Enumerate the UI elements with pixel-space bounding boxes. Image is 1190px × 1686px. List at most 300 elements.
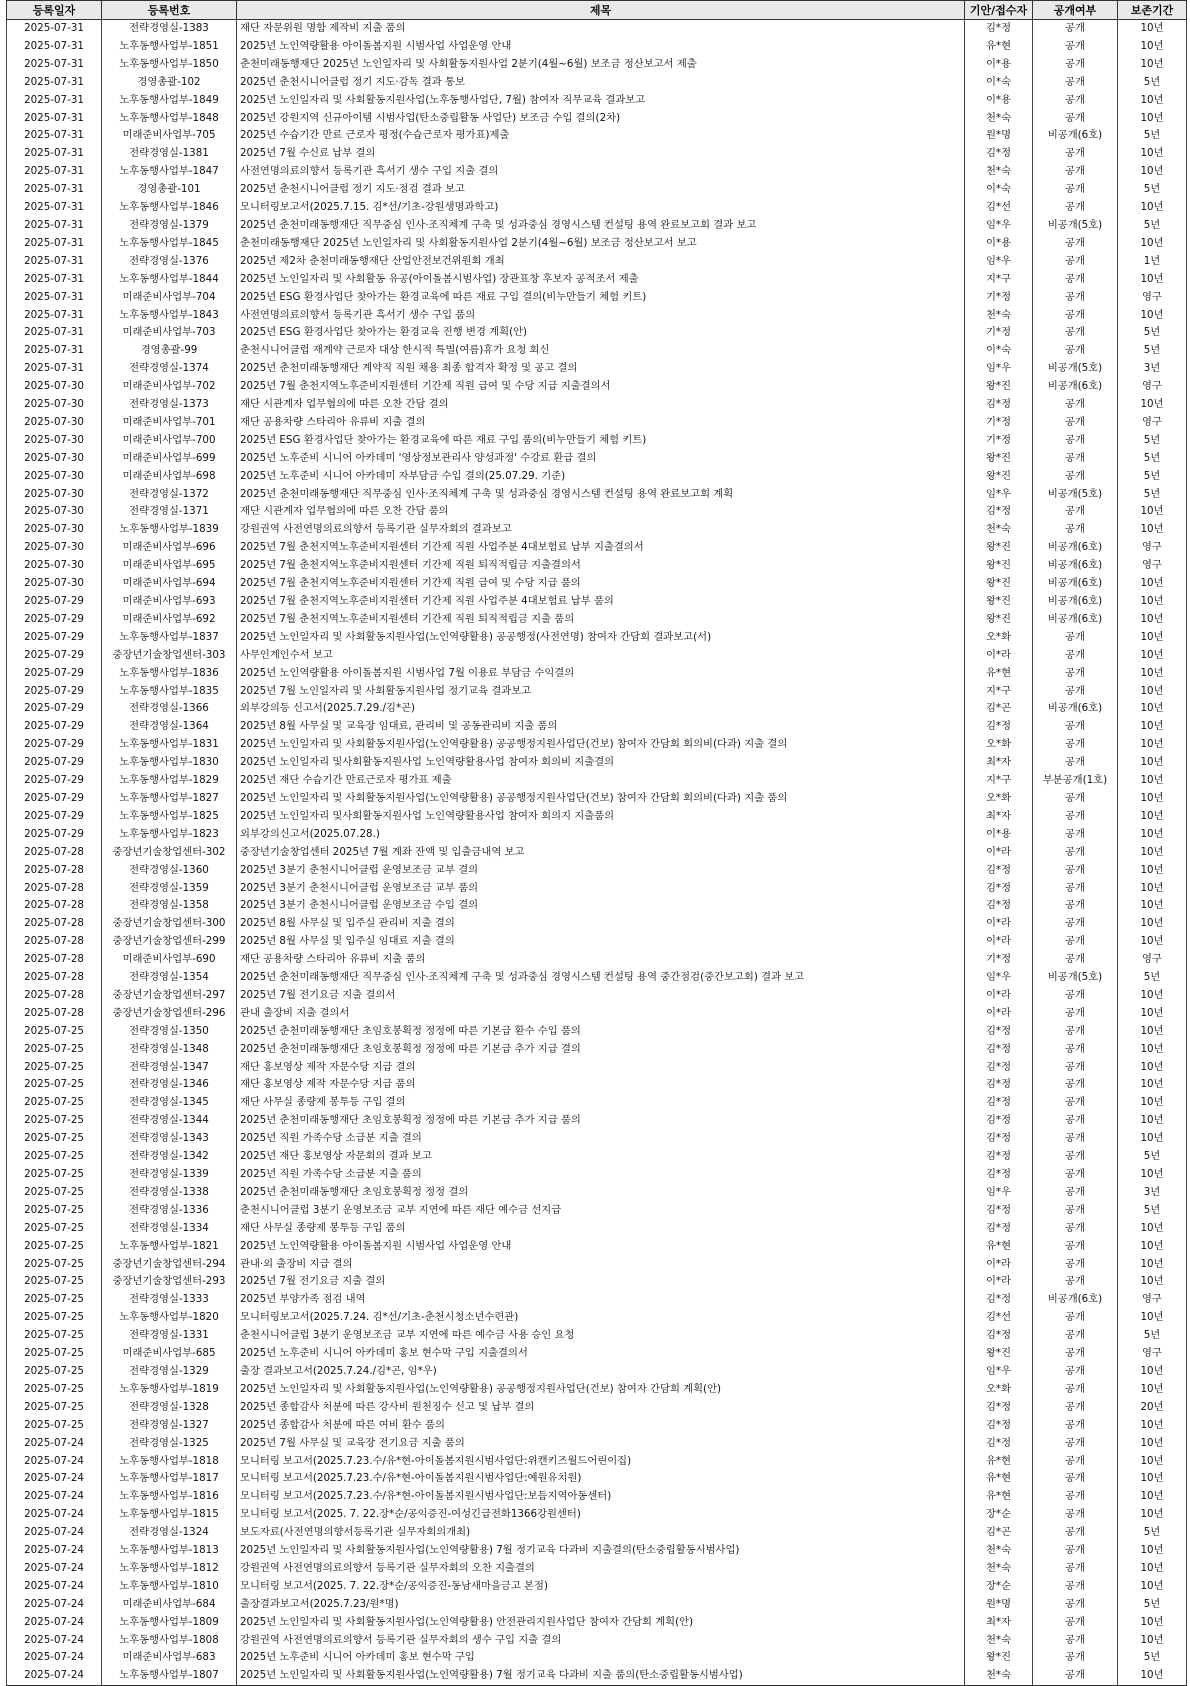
cell-author: 장*순 <box>965 1506 1033 1524</box>
cell-title[interactable]: 재단 사무실 종량제 봉투등 구입 결의 <box>237 1094 965 1112</box>
cell-title[interactable]: 2025년 춘천미래동행재단 직무중심 인사·조직체계 구축 및 성과중심 경영시스템 컨설팅 용역 중간점검(중간보고회) 결과 보고 <box>237 969 965 987</box>
table-row[interactable] <box>7 951 1187 969</box>
table-row[interactable] <box>7 360 1187 378</box>
table-row[interactable] <box>7 1309 1187 1327</box>
cell-reg-no: 중장년기술창업센터-299 <box>102 933 237 951</box>
cell-reg-no: 노후동행사업부-1847 <box>102 163 237 181</box>
table-row[interactable] <box>7 1327 1187 1345</box>
cell-title[interactable]: 2025년 노인일자리 및 사회활동지원사업(노인역량활용) 공공행정(사전연명) 참여자 간담회 결과보고(서) <box>237 629 965 647</box>
cell-retention: 10년 <box>1118 736 1187 754</box>
table-row[interactable] <box>7 844 1187 862</box>
cell-title[interactable]: 모니터링 보고서(2025. 7. 22.장*순/공익증진-여성긴급전화1366강원센터) <box>237 1506 965 1524</box>
table-row[interactable] <box>7 611 1187 629</box>
cell-retention: 10년 <box>1118 1381 1187 1399</box>
cell-title[interactable]: 모니터링 보고서(2025.7.23.수/유*현-아이돌봄지원시범사업단:보듬지역아동센터) <box>237 1488 965 1506</box>
cell-retention: 10년 <box>1118 1112 1187 1130</box>
cell-disclosure: 공개 <box>1033 1112 1118 1130</box>
cell-retention: 10년 <box>1118 1542 1187 1560</box>
table-row[interactable] <box>7 1542 1187 1560</box>
cell-disclosure: 공개 <box>1033 253 1118 271</box>
cell-title[interactable]: 춘천미래동행재단 2025년 노인일자리 및 사회활동지원사업 2분기(4월~6월) 보조금 정산보고서 보고 <box>237 235 965 253</box>
table-row[interactable] <box>7 324 1187 342</box>
table-row[interactable] <box>7 235 1187 253</box>
cell-disclosure: 공개 <box>1033 1076 1118 1094</box>
table-row[interactable] <box>7 1667 1187 1685</box>
cell-title[interactable]: 2025년 7월 춘천지역노후준비지원센터 기간제 직원 사업주분 4대보험료 납부 지출결의서 <box>237 539 965 557</box>
cell-disclosure: 공개 <box>1033 20 1118 38</box>
cell-title[interactable]: 춘천시니어클럽 재계약 근로자 대상 한시적 특별(여름)휴가 요청 회신 <box>237 342 965 360</box>
cell-retention: 10년 <box>1118 665 1187 683</box>
table-row[interactable] <box>7 575 1187 593</box>
cell-reg-no: 미래준비사업부-683 <box>102 1649 237 1667</box>
cell-date: 2025-07-28 <box>7 897 102 915</box>
table-row[interactable] <box>7 1023 1187 1041</box>
cell-title[interactable]: 2025년 노후준비 시니어 아카데미 홍보 현수막 구입 지출결의서 <box>237 1345 965 1363</box>
table-row[interactable] <box>7 1399 1187 1417</box>
cell-retention: 10년 <box>1118 1273 1187 1291</box>
cell-disclosure: 공개 <box>1033 647 1118 665</box>
cell-date: 2025-07-24 <box>7 1596 102 1614</box>
table-row[interactable] <box>7 736 1187 754</box>
table-row[interactable] <box>7 289 1187 307</box>
cell-reg-no: 미래준비사업부-690 <box>102 951 237 969</box>
table-row[interactable] <box>7 790 1187 808</box>
cell-title[interactable]: 2025년 노인일자리 및 사회활동지원사업(노인역량활용) 공공행정지원사업단(건보) 참여자 간담회 회의비(다과) 지출 결의 <box>237 736 965 754</box>
table-row[interactable] <box>7 342 1187 360</box>
cell-reg-no: 전략경영실-1350 <box>102 1023 237 1041</box>
table-row[interactable] <box>7 307 1187 325</box>
cell-title[interactable]: 2025년 노인일자리 및 사회활동지원사업(노후동행사업단, 7월) 참여자 직무교육 결과보고 <box>237 92 965 110</box>
table-row[interactable] <box>7 1005 1187 1023</box>
cell-title[interactable]: 2025년 강원지역 신규아이템 시범사업(탄소중립활동 사업단) 보조금 수입 결의(2차) <box>237 110 965 128</box>
table-row[interactable] <box>7 862 1187 880</box>
cell-reg-no: 전략경영실-1338 <box>102 1184 237 1202</box>
cell-author: 이*라 <box>965 1273 1033 1291</box>
table-row[interactable] <box>7 1560 1187 1578</box>
table-row[interactable] <box>7 933 1187 951</box>
cell-retention: 10년 <box>1118 772 1187 790</box>
cell-disclosure: 비공개(6호) <box>1033 575 1118 593</box>
table-row[interactable] <box>7 718 1187 736</box>
cell-title[interactable]: 재단 홍보영상 제작 자문수당 지급 품의 <box>237 1076 965 1094</box>
cell-title[interactable]: 2025년 춘천미래동행재단 초임호봉획정 정정에 따른 기본급 추가 지급 품의 <box>237 1112 965 1130</box>
cell-date: 2025-07-25 <box>7 1291 102 1309</box>
table-row[interactable] <box>7 450 1187 468</box>
cell-title[interactable]: 2025년 춘천미래동행재단 직무중심 인사·조직체계 구축 및 성과중심 경영시스템 컨설팅 용역 완료보고회 계획 <box>237 486 965 504</box>
cell-title[interactable]: 2025년 노인역량활용 아이돌봄지원 시범사업 사업운영 안내 <box>237 38 965 56</box>
table-row[interactable] <box>7 414 1187 432</box>
cell-title[interactable]: 춘천시니어클럽 3분기 운영보조금 교부 지연에 따른 재단 예수금 선지급 <box>237 1202 965 1220</box>
cell-title[interactable]: 2025년 8월 사무실 및 입주실 관리비 지출 결의 <box>237 915 965 933</box>
cell-title[interactable]: 중장년기술창업센터 2025년 7월 계좌 잔액 및 입출금내역 보고 <box>237 844 965 862</box>
cell-title[interactable]: 외부강의등 신고서(2025.7.29./김*곤) <box>237 700 965 718</box>
cell-retention: 5년 <box>1118 127 1187 145</box>
cell-author: 최*자 <box>965 754 1033 772</box>
cell-title[interactable]: 2025년 노인일자리 및 사회활동지원사업(노인역량활용) 7월 정기교육 다과비 지출결의(탄소중립활동시범사업) <box>237 1542 965 1560</box>
table-row[interactable] <box>7 1166 1187 1184</box>
table-row[interactable] <box>7 378 1187 396</box>
table-row[interactable] <box>7 1112 1187 1130</box>
cell-date: 2025-07-29 <box>7 790 102 808</box>
cell-title[interactable]: 모니터링보고서(2025.7.15. 김*선/기초-강원생명과학고) <box>237 199 965 217</box>
cell-date: 2025-07-24 <box>7 1667 102 1685</box>
cell-disclosure: 공개 <box>1033 683 1118 701</box>
cell-title[interactable]: 출장결과보고서(2025.7.23/원*명) <box>237 1596 965 1614</box>
table-row[interactable] <box>7 38 1187 56</box>
cell-author: 최*자 <box>965 808 1033 826</box>
table-row[interactable] <box>7 1649 1187 1667</box>
table-row[interactable] <box>7 1417 1187 1435</box>
cell-date: 2025-07-25 <box>7 1184 102 1202</box>
cell-title[interactable]: 재단 홍보영상 제작 자문수당 지급 결의 <box>237 1059 965 1077</box>
cell-title[interactable]: 재단 시관계자 업무협의에 따른 오찬 간담 품의 <box>237 503 965 521</box>
table-row[interactable] <box>7 808 1187 826</box>
cell-title[interactable]: 춘천시니어클럽 3분기 운영보조금 교부 지연에 따른 예수금 사용 승인 요청 <box>237 1327 965 1345</box>
cell-title[interactable]: 2025년 ESG 환경사업단 찾아가는 환경교육에 따른 재료 구입 품의(비누만들기 체험 키트) <box>237 432 965 450</box>
table-row[interactable] <box>7 1076 1187 1094</box>
cell-title[interactable]: 2025년 노인일자리 및 사회활동지원사업(노인역량활용) 7월 정기교육 다과비 지출 품의(탄소중립활동시범사업) <box>237 1667 965 1685</box>
table-row[interactable] <box>7 1256 1187 1274</box>
cell-title[interactable]: 외부강의신고서(2025.07.28.) <box>237 826 965 844</box>
cell-retention: 5년 <box>1118 450 1187 468</box>
cell-retention: 1년 <box>1118 253 1187 271</box>
table-row[interactable] <box>7 1184 1187 1202</box>
cell-title[interactable]: 관내·외 출장비 지급 결의 <box>237 1256 965 1274</box>
table-row[interactable] <box>7 1363 1187 1381</box>
cell-title[interactable]: 재단 자문위원 명함 제작비 지출 품의 <box>237 20 965 38</box>
table-row[interactable] <box>7 880 1187 898</box>
cell-title[interactable]: 2025년 7월 전기요금 지출 결의서 <box>237 987 965 1005</box>
cell-retention: 10년 <box>1118 503 1187 521</box>
cell-date: 2025-07-30 <box>7 521 102 539</box>
cell-title[interactable]: 2025년 노후준비 시니어 아카데미 홍보 현수막 구입 <box>237 1649 965 1667</box>
cell-title[interactable]: 2025년 7월 수신료 납부 결의 <box>237 145 965 163</box>
table-row[interactable] <box>7 1381 1187 1399</box>
cell-title[interactable]: 재단 시관계자 업무협의에 따른 오찬 간담 결의 <box>237 396 965 414</box>
cell-retention: 10년 <box>1118 307 1187 325</box>
header-retention: 보존기간 <box>1118 1 1187 20</box>
table-row[interactable] <box>7 217 1187 235</box>
cell-title[interactable]: 2025년 7월 춘천지역노후준비지원센터 기간제 직원 급여 및 수당 지급 품의 <box>237 575 965 593</box>
cell-retention: 10년 <box>1118 1059 1187 1077</box>
cell-title[interactable]: 2025년 춘천미래동행재단 직무중심 인사·조직체계 구축 및 성과중심 경영시스템 컨설팅 용역 완료보고회 결과 보고 <box>237 217 965 235</box>
table-row[interactable] <box>7 557 1187 575</box>
cell-title[interactable]: 2025년 7월 춘천지역노후준비지원센터 기간제 직원 사업주분 4대보험료 납부 품의 <box>237 593 965 611</box>
cell-title[interactable]: 재단 공용차량 스타리아 유류비 지출 품의 <box>237 951 965 969</box>
cell-disclosure: 공개 <box>1033 1632 1118 1650</box>
cell-title[interactable]: 2025년 춘천미래동행재단 계약직 직원 채용 최종 합격자 확정 및 공고 결의 <box>237 360 965 378</box>
cell-title[interactable]: 2025년 3분기 춘천시니어클럽 운영보조금 교부 결의 <box>237 862 965 880</box>
cell-title[interactable]: 2025년 ESG 환경사업단 찾아가는 환경교육에 따른 재료 구입 결의(비누만들기 체험 키트) <box>237 289 965 307</box>
cell-retention: 10년 <box>1118 145 1187 163</box>
table-row[interactable] <box>7 700 1187 718</box>
header-title: 제목 <box>237 1 965 20</box>
cell-disclosure: 공개 <box>1033 1059 1118 1077</box>
cell-reg-no: 전략경영실-1383 <box>102 20 237 38</box>
table-row[interactable] <box>7 486 1187 504</box>
table-row[interactable] <box>7 1470 1187 1488</box>
cell-title[interactable]: 2025년 춘천미래동행재단 초임호봉획정 정정 결의 <box>237 1184 965 1202</box>
cell-reg-no: 중장년기술창업센터-300 <box>102 915 237 933</box>
cell-disclosure: 공개 <box>1033 1273 1118 1291</box>
table-row[interactable] <box>7 1148 1187 1166</box>
cell-title[interactable]: 춘천미래동행재단 2025년 노인일자리 및 사회활동지원사업 2분기(4월~6월) 보조금 정산보고서 제출 <box>237 56 965 74</box>
cell-reg-no: 전략경영실-1381 <box>102 145 237 163</box>
cell-date: 2025-07-24 <box>7 1614 102 1632</box>
cell-reg-no: 노후동행사업부-1810 <box>102 1578 237 1596</box>
cell-title[interactable]: 2025년 8월 사무실 및 교육장 임대료, 관리비 및 공동관리비 지출 품의 <box>237 718 965 736</box>
table-row[interactable] <box>7 772 1187 790</box>
cell-title[interactable]: 사전연명의료의향서 등록기관 흑서기 생수 구입 지출 결의 <box>237 163 965 181</box>
cell-author: 이*용 <box>965 56 1033 74</box>
cell-retention: 5년 <box>1118 342 1187 360</box>
table-row[interactable] <box>7 20 1187 38</box>
table-row[interactable] <box>7 826 1187 844</box>
cell-reg-no: 전략경영실-1347 <box>102 1059 237 1077</box>
cell-title[interactable]: 모니터링 보고서(2025. 7. 22.장*순/공익증진-동남새마을금고 본점) <box>237 1578 965 1596</box>
table-row[interactable] <box>7 593 1187 611</box>
cell-title[interactable]: 사무인계인수서 보고 <box>237 647 965 665</box>
cell-author: 김*정 <box>965 1417 1033 1435</box>
cell-author: 기*정 <box>965 289 1033 307</box>
cell-date: 2025-07-25 <box>7 1381 102 1399</box>
table-row[interactable] <box>7 253 1187 271</box>
table-row[interactable] <box>7 199 1187 217</box>
cell-author: 임*우 <box>965 217 1033 235</box>
cell-title[interactable]: 2025년 종합감사 처분에 따른 여비 환수 품의 <box>237 1417 965 1435</box>
cell-title[interactable]: 2025년 7월 춘천지역노후준비지원센터 기간제 직원 퇴직적립금 지출 품의 <box>237 611 965 629</box>
cell-title[interactable]: 재단 사무실 종량제 봉투등 구입 품의 <box>237 1220 965 1238</box>
cell-reg-no: 노후동행사업부-1836 <box>102 665 237 683</box>
table-row[interactable] <box>7 503 1187 521</box>
table-row[interactable] <box>7 1435 1187 1453</box>
table-row[interactable] <box>7 56 1187 74</box>
cell-author: 이*용 <box>965 235 1033 253</box>
table-row[interactable] <box>7 396 1187 414</box>
cell-title[interactable]: 2025년 노후준비 시니어 아카데미 '영상정보관리사 양성과정' 수강료 환급 결의 <box>237 450 965 468</box>
table-row[interactable] <box>7 1130 1187 1148</box>
cell-title[interactable]: 2025년 춘천미래동행재단 초임호봉획정 정정에 따른 기본급 환수 수입 품의 <box>237 1023 965 1041</box>
cell-reg-no: 중장년기술창업센터-294 <box>102 1256 237 1274</box>
cell-retention: 10년 <box>1118 1363 1187 1381</box>
cell-disclosure: 공개 <box>1033 1417 1118 1435</box>
cell-disclosure: 공개 <box>1033 199 1118 217</box>
table-row[interactable] <box>7 181 1187 199</box>
cell-title[interactable]: 사전연명의료의향서 등록기관 흑서기 생수 구입 품의 <box>237 307 965 325</box>
cell-disclosure: 공개 <box>1033 1381 1118 1399</box>
cell-title[interactable]: 2025년 종합감사 처분에 따른 강사비 원천징수 신고 및 납부 결의 <box>237 1399 965 1417</box>
cell-title[interactable]: 강원권역 사전연명의료의향서 등록기관 실무자회의 결과보고 <box>237 521 965 539</box>
cell-retention: 10년 <box>1118 163 1187 181</box>
cell-author: 김*정 <box>965 1327 1033 1345</box>
cell-author: 김*정 <box>965 1399 1033 1417</box>
table-row[interactable] <box>7 539 1187 557</box>
table-row[interactable] <box>7 1506 1187 1524</box>
cell-reg-no: 미래준비사업부-695 <box>102 557 237 575</box>
cell-title[interactable]: 2025년 3분기 춘천시니어클럽 운영보조금 교부 품의 <box>237 880 965 898</box>
cell-reg-no: 전략경영실-1376 <box>102 253 237 271</box>
cell-reg-no: 전략경영실-1342 <box>102 1148 237 1166</box>
cell-title[interactable]: 2025년 7월 춘천지역노후준비지원센터 기간제 직원 급여 및 수당 지급 지출결의서 <box>237 378 965 396</box>
cell-title[interactable]: 2025년 노인역량활용 아이돌봄지원 시범사업 7월 이용료 부담금 수익결의 <box>237 665 965 683</box>
cell-title[interactable]: 모니터링보고서(2025.7.24. 김*선/기초-춘천시청소년수련관) <box>237 1309 965 1327</box>
cell-title[interactable]: 2025년 재단 홍보영상 자문회의 결과 보고 <box>237 1148 965 1166</box>
cell-title[interactable]: 2025년 7월 전기요금 지출 결의 <box>237 1273 965 1291</box>
cell-title[interactable]: 2025년 제2차 춘천미래동행재단 산업안전보건위원회 개최 <box>237 253 965 271</box>
table-row[interactable] <box>7 915 1187 933</box>
cell-retention: 영구 <box>1118 1291 1187 1309</box>
table-row[interactable] <box>7 969 1187 987</box>
cell-reg-no: 전략경영실-1334 <box>102 1220 237 1238</box>
cell-disclosure: 공개 <box>1033 38 1118 56</box>
cell-reg-no: 전략경영실-1372 <box>102 486 237 504</box>
cell-title[interactable]: 보도자료(사전연명의향서등록기관 실무자회의개최) <box>237 1524 965 1542</box>
cell-title[interactable]: 모니터링 보고서(2025.7.23.수/유*현-아이돌봄지원시범사업단:위캔키즈월드어린이집) <box>237 1453 965 1471</box>
cell-date: 2025-07-24 <box>7 1560 102 1578</box>
cell-title[interactable]: 2025년 노인일자리 및 사회활동 유공(아이돌봄시범사업) 장관표창 후보자 공적조서 제출 <box>237 271 965 289</box>
cell-title[interactable]: 강원권역 사전연명의료의향서 등록기관 실무자회의 생수 구입 지출 결의 <box>237 1632 965 1650</box>
cell-disclosure: 공개 <box>1033 808 1118 826</box>
cell-author: 왕*진 <box>965 593 1033 611</box>
cell-title[interactable]: 2025년 춘천시니어클럽 정기 지도·감독 결과 통보 <box>237 74 965 92</box>
table-row[interactable] <box>7 987 1187 1005</box>
cell-retention: 5년 <box>1118 1596 1187 1614</box>
table-row[interactable] <box>7 647 1187 665</box>
cell-date: 2025-07-29 <box>7 754 102 772</box>
cell-reg-no: 중장년기술창업센터-302 <box>102 844 237 862</box>
cell-author: 유*현 <box>965 1488 1033 1506</box>
table-row[interactable] <box>7 629 1187 647</box>
cell-author: 김*정 <box>965 1435 1033 1453</box>
table-row[interactable] <box>7 1453 1187 1471</box>
table-row[interactable] <box>7 1345 1187 1363</box>
cell-retention: 10년 <box>1118 1166 1187 1184</box>
table-row[interactable] <box>7 1596 1187 1614</box>
table-row[interactable] <box>7 754 1187 772</box>
table-row[interactable] <box>7 1238 1187 1256</box>
table-row[interactable] <box>7 271 1187 289</box>
cell-author: 천*숙 <box>965 1542 1033 1560</box>
cell-date: 2025-07-29 <box>7 718 102 736</box>
cell-title[interactable]: 2025년 재단 수습기간 만료근로자 평가표 제출 <box>237 772 965 790</box>
cell-title[interactable]: 2025년 수습기간 만료 근로자 평정(수습근로자 평가표)제출 <box>237 127 965 145</box>
cell-title[interactable]: 출장 결과보고서(2025.7.24./김*곤, 임*우) <box>237 1363 965 1381</box>
cell-title[interactable]: 2025년 노인일자리 및사회활동지원사업 노인역량활용사업 참여자 회의지 지출품의 <box>237 808 965 826</box>
table-row[interactable] <box>7 665 1187 683</box>
table-row[interactable] <box>7 1202 1187 1220</box>
table-row[interactable] <box>7 92 1187 110</box>
cell-title[interactable]: 2025년 춘천시니어클럽 정기 지도·점검 결과 보고 <box>237 181 965 199</box>
cell-author: 김*정 <box>965 897 1033 915</box>
cell-title[interactable]: 관내 출장비 지출 결의서 <box>237 1005 965 1023</box>
cell-title[interactable]: 2025년 직원 가족수당 소급분 지출 결의 <box>237 1130 965 1148</box>
cell-retention: 영구 <box>1118 557 1187 575</box>
cell-disclosure: 공개 <box>1033 163 1118 181</box>
cell-reg-no: 노후동행사업부-1812 <box>102 1560 237 1578</box>
table-row[interactable] <box>7 1524 1187 1542</box>
table-row[interactable] <box>7 521 1187 539</box>
cell-title[interactable]: 2025년 7월 노인일자리 및 사회활동지원사업 정기교육 결과보고 <box>237 683 965 701</box>
cell-retention: 5년 <box>1118 1649 1187 1667</box>
table-row[interactable] <box>7 74 1187 92</box>
cell-title[interactable]: 모니터링 보고서(2025.7.23.수/유*현-아이돌봄지원시범사업단:예원유치원) <box>237 1470 965 1488</box>
cell-author: 김*정 <box>965 1166 1033 1184</box>
cell-title[interactable]: 2025년 부양가족 점검 내역 <box>237 1291 965 1309</box>
table-row[interactable] <box>7 897 1187 915</box>
cell-reg-no: 노후동행사업부-1850 <box>102 56 237 74</box>
table-row[interactable] <box>7 1578 1187 1596</box>
cell-title[interactable]: 2025년 직원 가족수당 소급분 지출 품의 <box>237 1166 965 1184</box>
table-row[interactable] <box>7 1094 1187 1112</box>
cell-title[interactable]: 재단 공용차량 스타리아 유류비 지출 결의 <box>237 414 965 432</box>
cell-retention: 10년 <box>1118 396 1187 414</box>
cell-reg-no: 미래준비사업부-703 <box>102 324 237 342</box>
cell-title[interactable]: 2025년 8월 사무실 및 입주실 임대료 지출 결의 <box>237 933 965 951</box>
table-row[interactable] <box>7 1220 1187 1238</box>
cell-reg-no: 노후동행사업부-1825 <box>102 808 237 826</box>
table-row[interactable] <box>7 1291 1187 1309</box>
cell-reg-no: 미래준비사업부-699 <box>102 450 237 468</box>
cell-retention: 10년 <box>1118 110 1187 128</box>
cell-title[interactable]: 2025년 7월 춘천지역노후준비지원센터 기간제 직원 퇴직적립금 지출결의서 <box>237 557 965 575</box>
cell-title[interactable]: 2025년 노후준비 시니어 아카데미 자부담금 수입 결의(25.07.29. 기준) <box>237 468 965 486</box>
cell-disclosure: 공개 <box>1033 74 1118 92</box>
table-row[interactable] <box>7 468 1187 486</box>
cell-date: 2025-07-25 <box>7 1041 102 1059</box>
cell-title[interactable]: 2025년 노인일자리 및 사회활동지원사업(노인역량활용) 안전관리지원사업단 참여자 간담회 계획(안) <box>237 1614 965 1632</box>
table-row[interactable] <box>7 145 1187 163</box>
table-row[interactable] <box>7 1059 1187 1077</box>
table-row[interactable] <box>7 1273 1187 1291</box>
cell-author: 이*숙 <box>965 74 1033 92</box>
cell-title[interactable]: 2025년 노인역량활용 아이돌봄지원 시범사업 사업운영 안내 <box>237 1238 965 1256</box>
cell-title[interactable]: 2025년 노인일자리 및 사회활동지원사업(노인역량활용) 공공행정지원사업단(건보) 참여자 간담회 계획(안) <box>237 1381 965 1399</box>
cell-author: 왕*진 <box>965 1345 1033 1363</box>
cell-title[interactable]: 2025년 춘천미래동행재단 초임호봉획정 정정에 따른 기본급 추가 지급 결의 <box>237 1041 965 1059</box>
table-row[interactable] <box>7 1488 1187 1506</box>
cell-disclosure: 공개 <box>1033 468 1118 486</box>
cell-date: 2025-07-28 <box>7 969 102 987</box>
cell-title[interactable]: 2025년 노인일자리 및사회활동지원사업 노인역량활용사업 참여자 회의비 지출결의 <box>237 754 965 772</box>
cell-author: 이*라 <box>965 987 1033 1005</box>
cell-title[interactable]: 2025년 7월 사무실 및 교육장 전기요금 지출 품의 <box>237 1435 965 1453</box>
cell-title[interactable]: 2025년 노인일자리 및 사회활동지원사업(노인역량활용) 공공행정지원사업단(건보) 참여자 간담회 회의비(다과) 지출 품의 <box>237 790 965 808</box>
cell-author: 김*정 <box>965 880 1033 898</box>
cell-reg-no: 전략경영실-1339 <box>102 1166 237 1184</box>
cell-retention: 5년 <box>1118 486 1187 504</box>
cell-retention: 10년 <box>1118 1220 1187 1238</box>
cell-date: 2025-07-28 <box>7 862 102 880</box>
table-row[interactable] <box>7 127 1187 145</box>
table-row[interactable] <box>7 163 1187 181</box>
table-row[interactable] <box>7 1614 1187 1632</box>
table-row[interactable] <box>7 1041 1187 1059</box>
table-row[interactable] <box>7 432 1187 450</box>
cell-reg-no: 전략경영실-1345 <box>102 1094 237 1112</box>
cell-retention: 영구 <box>1118 289 1187 307</box>
table-row[interactable] <box>7 110 1187 128</box>
cell-retention: 10년 <box>1118 1130 1187 1148</box>
cell-title[interactable]: 2025년 ESG 환경사업단 찾아가는 환경교육 진행 변경 계획(안) <box>237 324 965 342</box>
cell-reg-no: 중장년기술창업센터-297 <box>102 987 237 1005</box>
cell-retention: 10년 <box>1118 593 1187 611</box>
table-row[interactable] <box>7 683 1187 701</box>
cell-disclosure: 공개 <box>1033 1005 1118 1023</box>
table-row[interactable] <box>7 1632 1187 1650</box>
cell-reg-no: 노후동행사업부-1813 <box>102 1542 237 1560</box>
cell-title[interactable]: 강원권역 사전연명의료의향서 등록기관 실무자회의 오찬 지출결의 <box>237 1560 965 1578</box>
cell-title[interactable]: 2025년 3분기 춘천시니어클럽 운영보조금 수입 결의 <box>237 897 965 915</box>
